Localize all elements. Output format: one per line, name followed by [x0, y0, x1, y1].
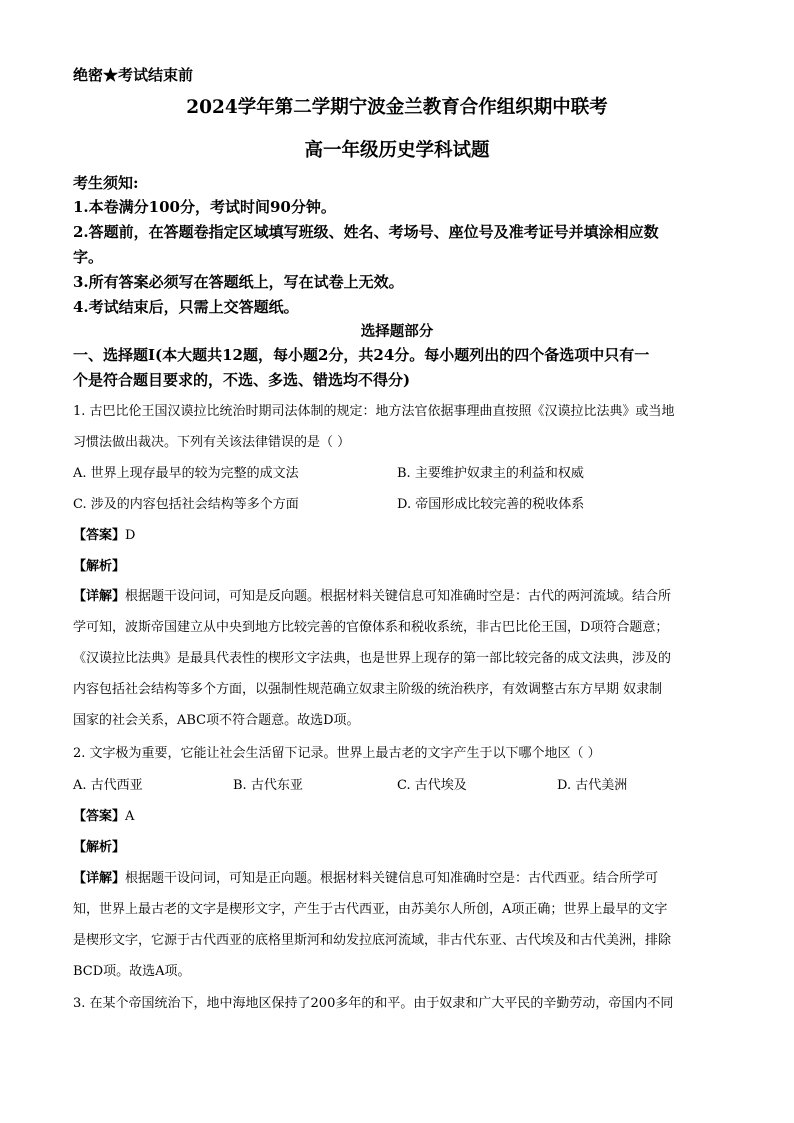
option-d: D. 帝国形成比较完善的税收体系 — [397, 497, 585, 512]
detail-line: 国家的社会关系，ABC项不符合题意。故选D项。 — [73, 713, 360, 728]
notice-item: 字。 — [73, 248, 104, 266]
secret-label: 绝密★考试结束前 — [73, 66, 194, 84]
option-b: B. 主要维护奴隶主的利益和权威 — [397, 466, 584, 481]
detail-text: 根据题干设问词，可知是正向题。根据材料关键信息可知准确时空是：古代西亚。结合所学可 — [125, 871, 659, 886]
detail-line — [73, 585, 671, 604]
question-stem: 1. 古巴比伦王国汉谟拉比统治时期司法体制的规定：地方法官依据事理曲直按照《汉谟拉比法典》或当地 — [73, 404, 675, 419]
analysis-tag: 【解析】 — [73, 840, 126, 855]
detail-line: 内容包括社会结构等多个方面，以强制性规范确立奴隶主阶级的统治秩序，有效调整古东方早期 奴隶制 — [73, 682, 663, 697]
answer-value: D — [125, 528, 136, 543]
section-instruction: 个是符合题目要求的，不选、多选、错选均不得分) — [73, 371, 411, 389]
answer-value: A — [125, 809, 135, 824]
notice-heading: 考生须知: — [73, 174, 139, 192]
notice-item: 4.考试结束后，只需上交答题纸。 — [73, 298, 299, 316]
notice-item: 3.所有答案必须写在答题纸上，写在试卷上无效。 — [73, 273, 404, 291]
detail-tag: 【详解】 — [73, 871, 126, 886]
section-title: 选择题部分 — [360, 323, 434, 340]
detail-line — [73, 867, 658, 886]
option-c: C. 古代埃及 — [397, 778, 467, 793]
notice-item: 1.本卷满分100分，考试时间90分钟。 — [73, 198, 336, 216]
detail-tag: 【详解】 — [73, 589, 126, 604]
analysis-tag: 【解析】 — [73, 559, 126, 574]
detail-text: 根据题干设问词，可知是反向题。根据材料关键信息可知准确时空是：古代的两河流域。结合所 — [125, 589, 672, 604]
option-a: A. 古代西亚 — [73, 778, 143, 793]
answer-row — [73, 805, 134, 824]
answer-tag: 【答案】 — [73, 528, 126, 543]
option-c: C. 涉及的内容包括社会结构等多个方面 — [73, 497, 299, 512]
answer-tag: 【答案】 — [73, 809, 126, 824]
question-stem: 习惯法做出裁决。下列有关该法律错误的是（ ） — [73, 435, 351, 450]
detail-line: 《汉谟拉比法典》是最具代表性的楔形文字法典，也是世界上现存的第一部比较完备的成文法典，涉及的 — [73, 651, 672, 666]
option-b: B. 古代东亚 — [233, 778, 303, 793]
answer-row — [73, 524, 135, 543]
detail-line: BCD项。故选A项。 — [73, 964, 191, 979]
exam-title: 2024学年第二学期宁波金兰教育合作组织期中联考 — [186, 97, 608, 118]
section-instruction: 一、选择题Ⅰ(本大题共12题，每小题2分，共24分。每小题列出的四个备选项中只有一 — [73, 346, 650, 364]
exam-subtitle: 高一年级历史学科试题 — [304, 140, 490, 161]
option-a: A. 世界上现存最早的较为完整的成文法 — [73, 466, 299, 481]
question-stem: 3. 在某个帝国统治下，地中海地区保持了200多年的和平。由于奴隶和广大平民的辛勤劳动，帝国内不同 — [73, 996, 674, 1011]
notice-item: 2.答题前，在答题卷指定区域填写班级、姓名、考场号、座位号及准考证号并填涂相应数 — [73, 223, 659, 241]
question-stem: 2. 文字极为重要，它能让社会生活留下记录。世界上最古老的文字产生于以下哪个地区（ ） — [73, 746, 601, 761]
detail-line: 学可知，波斯帝国建立从中央到地方比较完善的官僚体系和税收系统，非古巴比伦王国，D项符合题意； — [73, 620, 669, 635]
detail-line: 是楔形文字，它源于古代西亚的底格里斯河和幼发拉底河流域，非古代东亚、古代埃及和古代美洲，排除 — [73, 933, 672, 948]
option-d: D. 古代美洲 — [557, 778, 628, 793]
detail-line: 知，世界上最古老的文字是楔形文字，产生于古代西亚，由苏美尔人所创，A项正确；世界上最早的文字 — [73, 902, 668, 917]
